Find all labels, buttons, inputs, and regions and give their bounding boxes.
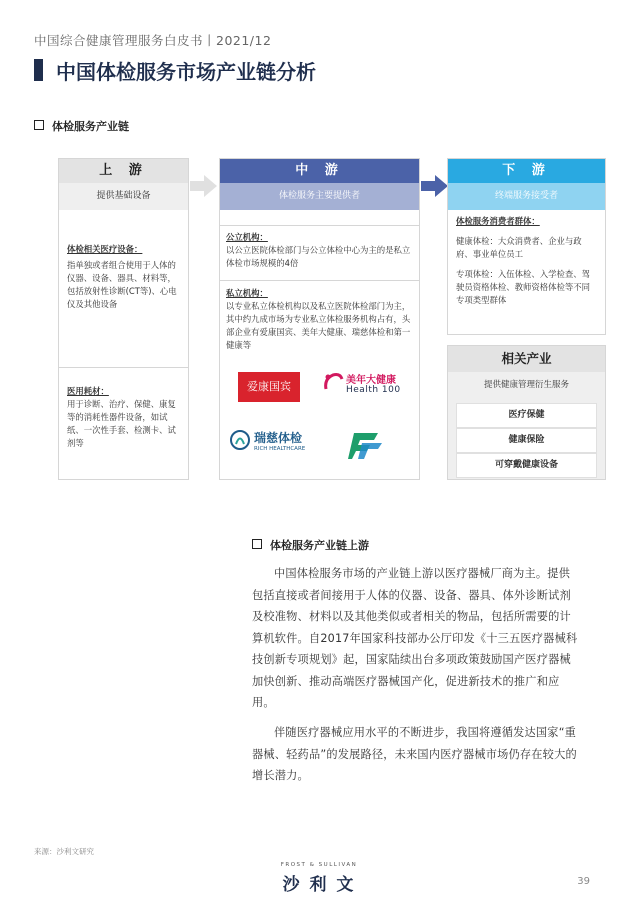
midstream-column <box>219 158 420 480</box>
arrow-right-icon <box>421 175 449 197</box>
ruici-logo <box>230 427 326 461</box>
upstream-divider <box>59 367 188 368</box>
report-header: 中国综合健康管理服务白皮书丨2021/12 <box>34 33 272 48</box>
title-accent-bar <box>34 59 43 81</box>
consumables-title: 医用耗材： <box>67 386 109 396</box>
devices-title: 体检相关医疗设备： <box>67 244 143 254</box>
ruici-logo-en: RICH HEALTHCARE <box>254 446 306 452</box>
consumers-special-check: 专项体检：入伍体检、入学检查、驾驶员资格体检、教师资格体检等不同专项类型群体 <box>456 269 590 305</box>
aikang-logo <box>228 364 310 410</box>
section-heading-chain: 体检服务产业链 <box>34 118 129 134</box>
ruici-logo-cn: 瑞慈体检 <box>254 431 303 445</box>
arrow-right-icon <box>190 175 218 197</box>
meinian-logo-en: Health 100 <box>346 385 401 395</box>
public-text: 以公立医院体检部门与公立体检中心为主的是私立体检市场规模的4倍 <box>226 245 411 268</box>
meinian-logo-cn: 美年大健康 <box>346 375 396 386</box>
meinian-swirl-icon <box>322 371 344 393</box>
private-institutions <box>226 287 414 352</box>
related-item: 医疗保健 <box>456 403 597 428</box>
midstream-head: 中 游 <box>220 159 419 183</box>
source-note: 来源：沙利文研究 <box>34 847 94 856</box>
consumables-text: 用于诊断、治疗、保健、康复等的消耗性器件设备，如试纸、一次性手套、检测卡、试剂等 <box>67 399 176 448</box>
checkbox-bullet-icon <box>34 120 44 130</box>
aikang-logo-text: 爱康国宾 <box>238 372 300 402</box>
page-title: 中国体检服务市场产业链分析 <box>56 60 316 84</box>
upstream-column <box>58 158 189 480</box>
checkbox-bullet-icon <box>252 539 262 549</box>
devices-text: 指单独或者组合使用于人体的仪器、设备、器具、材料等，包括放射性诊断(CT等)、心电仪及其他设备 <box>67 260 177 309</box>
downstream-head: 下 游 <box>448 159 605 183</box>
related-item: 可穿戴健康设备 <box>456 453 597 478</box>
upstream-paragraph-1: 中国体检服务市场的产业链上游以医疗器械厂商为主。提供包括直接或者间接用于人体的仪器、设备、器具、体外诊断试剂及校准物、材料以及其他类似或者相关的物品，包括所需要的计算机软件。自2017年国家科技部办公厅印发《十三五医疗器械科技创新专项规划》起，国家陆续出台多项政策鼓励国产医疗器械加快创新、推动高端医疗器械国产化，促进新技术的推广和应用。 <box>252 567 578 709</box>
related-industries <box>447 345 606 480</box>
downstream-sub: 终端服务接受者 <box>448 183 605 210</box>
brand-en: FROST & SULLIVAN <box>280 862 358 868</box>
public-title: 公立机构： <box>226 232 268 242</box>
upstream-devices <box>67 243 181 311</box>
upstream-sub: 提供基础设备 <box>59 183 188 210</box>
consumers-health-check: 健康体检：大众消费者、企业与政府、事业单位员工 <box>456 236 582 259</box>
meinian-logo <box>322 369 414 405</box>
first-health-logo-icon <box>348 429 384 461</box>
public-institutions <box>220 225 419 281</box>
downstream-consumers <box>456 215 598 307</box>
related-sub: 提供健康管理衍生服务 <box>483 380 569 390</box>
page-number: 39 <box>577 876 590 887</box>
ruici-emblem-icon <box>230 429 250 451</box>
related-head: 相关产业 <box>448 346 605 372</box>
downstream-column <box>447 158 606 335</box>
section-heading-upstream: 体检服务产业链上游 <box>252 537 369 553</box>
upstream-paragraph-2: 伴随医疗器械应用水平的不断进步，我国将遵循发达国家“重器械、轻药品”的发展路径，未来国内医疗器械市场仍存在较大的增长潜力。 <box>252 726 577 782</box>
private-text: 以专业私立体检机构以及私立医院体检部门为主，其中约九成市场为专业私立体检服务机构占有，头部企业有爱康国宾、美年大健康、瑞慈体检和第一健康等 <box>226 301 411 350</box>
upstream-consumables <box>67 385 181 450</box>
private-title: 私立机构： <box>226 288 268 298</box>
upstream-head: 上 游 <box>59 159 188 183</box>
brand-logo-cn: 沙 利 文 <box>282 875 356 895</box>
related-item: 健康保险 <box>456 428 597 453</box>
midstream-sub: 体检服务主要提供者 <box>220 183 419 210</box>
consumers-title: 体检服务消费者群体： <box>456 216 540 226</box>
